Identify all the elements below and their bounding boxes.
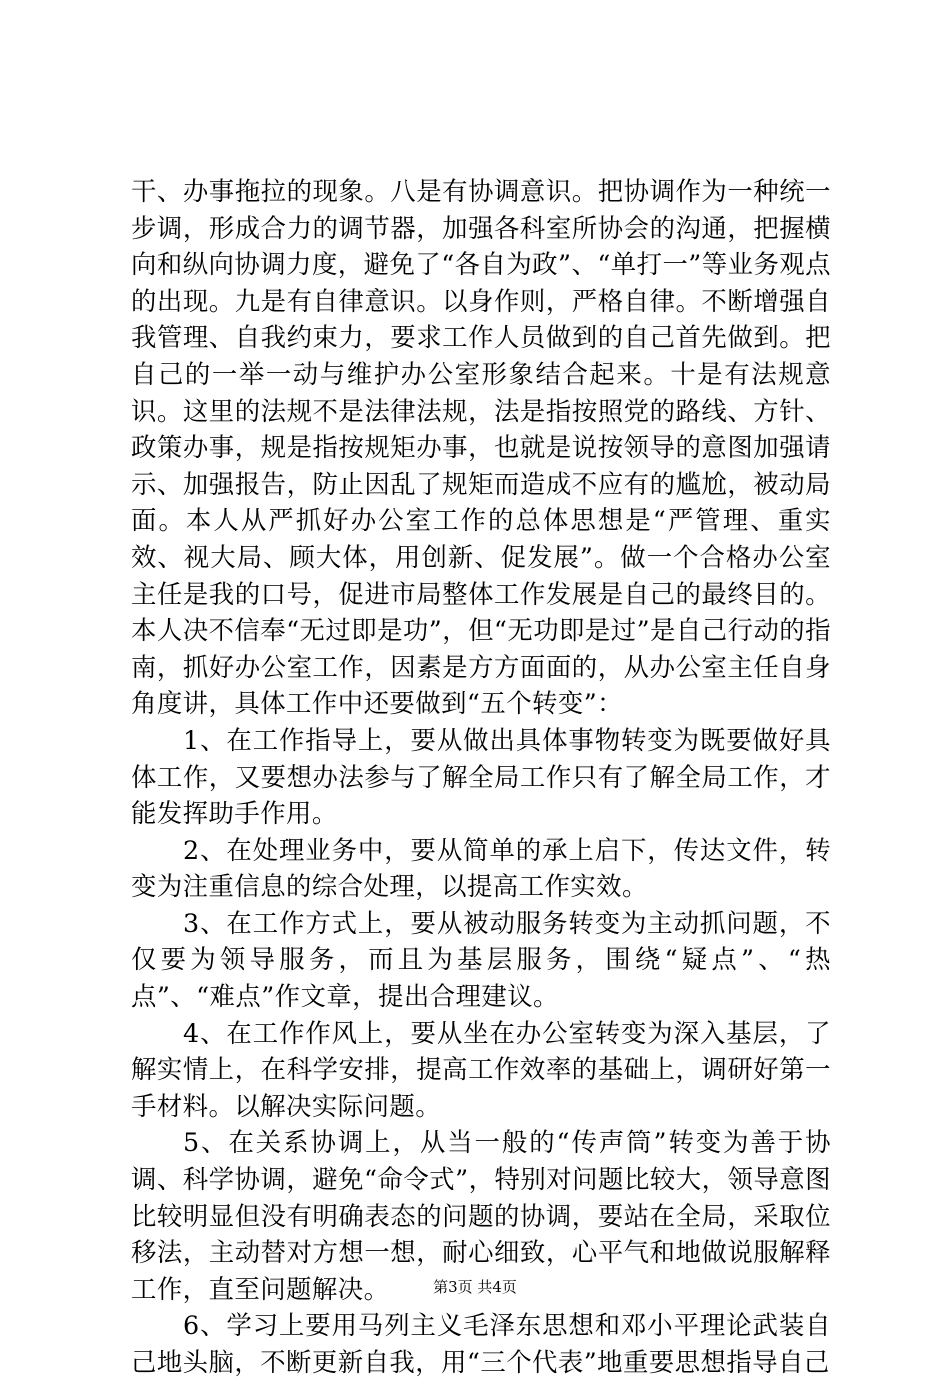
paragraph-item-4: 4、在工作作风上，要从坐在办公室转变为深入基层，了解实情上，在科学安排，提高工作效率的基础上，调研好第一手材料。以解决实际问题。 [131,1017,831,1121]
paragraph-item-5: 5、在关系协调上，从当一般的“传声筒”转变为善于协调、科学协调，避免“命令式”，特别对问题比较大，领导意图比较明显但没有明确表态的问题的协调，要站在全局，采取位移法，主动替对方想一想，耐心细致，心平气和地做说服解释工作，直至问题解决。 [131,1127,831,1304]
paragraph-item-1: 1、在工作指导上，要从做出具体事物转变为既要做好具体工作，又要想办法参与了解全局工作只有了解全局工作，才能发挥助手作用。 [131,724,831,829]
document-body [131,173,831,1381]
paragraph-item-2: 2、在处理业务中，要从简单的承上启下，传达文件，转变为注重信息的综合处理，以提高工作实效。 [131,834,831,902]
page-footer: 第3页 共4页 [433,1278,517,1296]
paragraph-item-3: 3、在工作方式上，要从被动服务转变为主动抓问题，不仅要为领导服务，而且为基层服务，围绕“疑点”、“热点”、“难点”作文章，提出合理建议。 [131,907,831,1012]
paragraph-item-6: 6、学习上要用马列主义毛泽东思想和邓小平理论武装自己地头脑，不断更新自我，用“三个代表”地重要思想指导自己 [131,1310,831,1377]
paragraph-continuation: 干、办事拖拉的现象。八是有协调意识。把协调作为一种统一步调，形成合力的调节器，加强各科室所协会的沟通，把握横向和纵向协调力度，避免了“各自为政”、“单打一”等业务观点的出现。九是有自律意识。以身作则，严格自律。不断增强自我管理、自我约束力，要求工作人员做到的自己首先做到。把自己的一举一动与维护办公室形象结合起来。十是有法规意识。这里的法规不是法律法规，法是指按照党的路线、方针、政策办事，规是指按规矩办事，也就是说按领导的意图加强请示、加强报告，防止因乱了规矩而造成不应有的尴尬，被动局面。本人从严抓好办公室工作的总体思想是“严管理、重实效、视大局、顾大体，用创新、促发展”。做一个合格办公室主任是我的口号，促进市局整体工作发展是自己的最终目的。本人决不信奉“无过即是功”，但“无功即是过”是自己行动的指南，抓好办公室工作，因素是方方面面的，从办公室主任自身角度讲，具体工作中还要做到“五个转变”： [131,176,831,719]
